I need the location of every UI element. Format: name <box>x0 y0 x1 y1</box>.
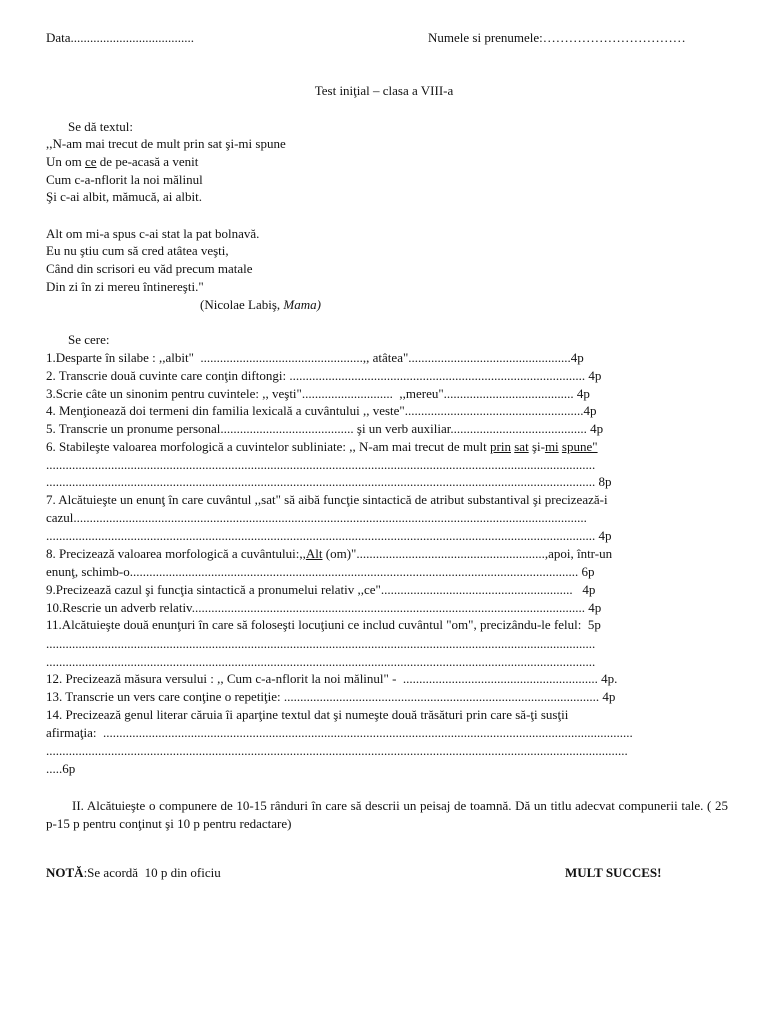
question-8: 8. Precizează valoarea morfologică a cuvântului:,,Alt (om)"..........................................................,apoi, într-un <box>46 546 613 561</box>
poem-work-title: Mama) <box>283 297 321 312</box>
poem-line-8: Din zi în zi mereu întinereşti." <box>46 279 204 294</box>
question-13: 13. Transcrie un vers care conţine o repetiţie: ................................................................................................. 4p <box>46 689 616 704</box>
poem-line-1: ,,N-am mai trecut de mult prin sat şi-mi spune <box>46 136 286 151</box>
poem-line-7: Când din scrisori eu văd precum matale <box>46 261 253 276</box>
question-7: 7. Alcătuieşte un enunţ în care cuvântul ,,sat" să aibă funcţie sintactică de atribut substantival şi precizează-i <box>46 492 608 507</box>
answer-line: ......................................................................................................................................................................... 4p <box>46 528 612 543</box>
poem-line-6: Eu nu ştiu cum să cred atâtea veşti, <box>46 243 229 258</box>
poem-line-2: Un om ce de pe-acasă a venit <box>46 154 199 169</box>
date-field-label: Data...................................... <box>46 30 195 45</box>
answer-line: ................................................................................................................................................................................... <box>46 743 628 758</box>
nota: NOTĂ:Se acordă 10 p din oficiu <box>46 865 221 880</box>
question-5: 5. Transcrie un pronume personal......................................... şi un verb auxiliar.......................................... 4p <box>46 421 604 436</box>
answer-line: ......................................................................................................................................................................... <box>46 654 596 669</box>
question-8-cont: enunţ, schimb-o.......................................................................................................................................... 6p <box>46 564 595 579</box>
poem-line-4: Şi c-ai albit, mămucă, ai albit. <box>46 189 202 204</box>
question-2: 2. Transcrie două cuvinte care conţin diftongi: ........................................................................................... 4p <box>46 368 602 383</box>
question-12: 12. Precizează măsura versului : ,, Cum c-a-nflorit la noi mălinul" - ............................................................ 4p. <box>46 671 618 686</box>
question-11: 11.Alcătuieşte două enunţuri în care să foloseşti locuţiuni ce includ cuvântul "om", precizându-le felul: 5p <box>46 617 601 632</box>
question-14: 14. Precizează genul literar căruia îi aparţine textul dat şi numeşte două trăsături prin care să-ţi susţii <box>46 707 569 722</box>
answer-line: ......................................................................................................................................................................... <box>46 457 596 472</box>
poem-line-3: Cum c-a-nflorit la noi mălinul <box>46 172 203 187</box>
question-1: 1.Desparte în silabe : ,,albit" ..................................................,, atâtea"..................................................4p <box>46 350 584 365</box>
underlined-word-ce: ce <box>85 154 97 169</box>
question-6: 6. Stabileşte valoarea morfologică a cuvintelor subliniate: ,, N-am mai trecut de mult prin sat şi-mi spune" <box>46 439 598 454</box>
text-intro: Se dă textul: <box>68 119 133 134</box>
good-luck-message: MULT SUCCES! <box>565 865 662 880</box>
answer-line: ......................................................................................................................................................................... <box>46 636 596 651</box>
requirements-intro: Se cere: <box>68 332 110 347</box>
name-field-label: Numele si prenumele:…………………………… <box>428 30 686 45</box>
poem-line-5: Alt om mi-a spus c-ai stat la pat bolnavă. <box>46 226 260 241</box>
question-4: 4. Menţionează doi termeni din familia lexicală a cuvântului ,, veste".......................................................4p <box>46 403 597 418</box>
question-9: 9.Precizează cazul şi funcţia sintactică a pronumelui relativ ,,ce"........................................................... 4p <box>46 582 596 597</box>
part-2-composition: II. Alcătuieşte o compunere de 10-15 rânduri în care să descrii un peisaj de toamnă. Dă un titlu adecvat compunerii tale. ( 25 p-15 p pentru conţinut şi 10 p pentru redactare) <box>46 798 728 831</box>
test-title: Test iniţial – clasa a VIII-a <box>314 83 454 98</box>
question-14-cont: afirmaţia: ................................................................................................................................................................... <box>46 725 633 740</box>
answer-line: ......................................................................................................................................................................... 8p <box>46 474 612 489</box>
poem-author: (Nicolae Labiş, Mama) <box>200 297 321 312</box>
question-7-cont: cazul.............................................................................................................................................................. <box>46 510 587 525</box>
question-3: 3.Scrie câte un sinonim pentru cuvintele: ,, veşti"............................ ,,mereu"........................................ 4p <box>46 386 590 401</box>
question-10: 10.Rescrie un adverb relativ......................................................................................................................... 4p <box>46 600 602 615</box>
question-14-points: .....6p <box>46 761 76 776</box>
